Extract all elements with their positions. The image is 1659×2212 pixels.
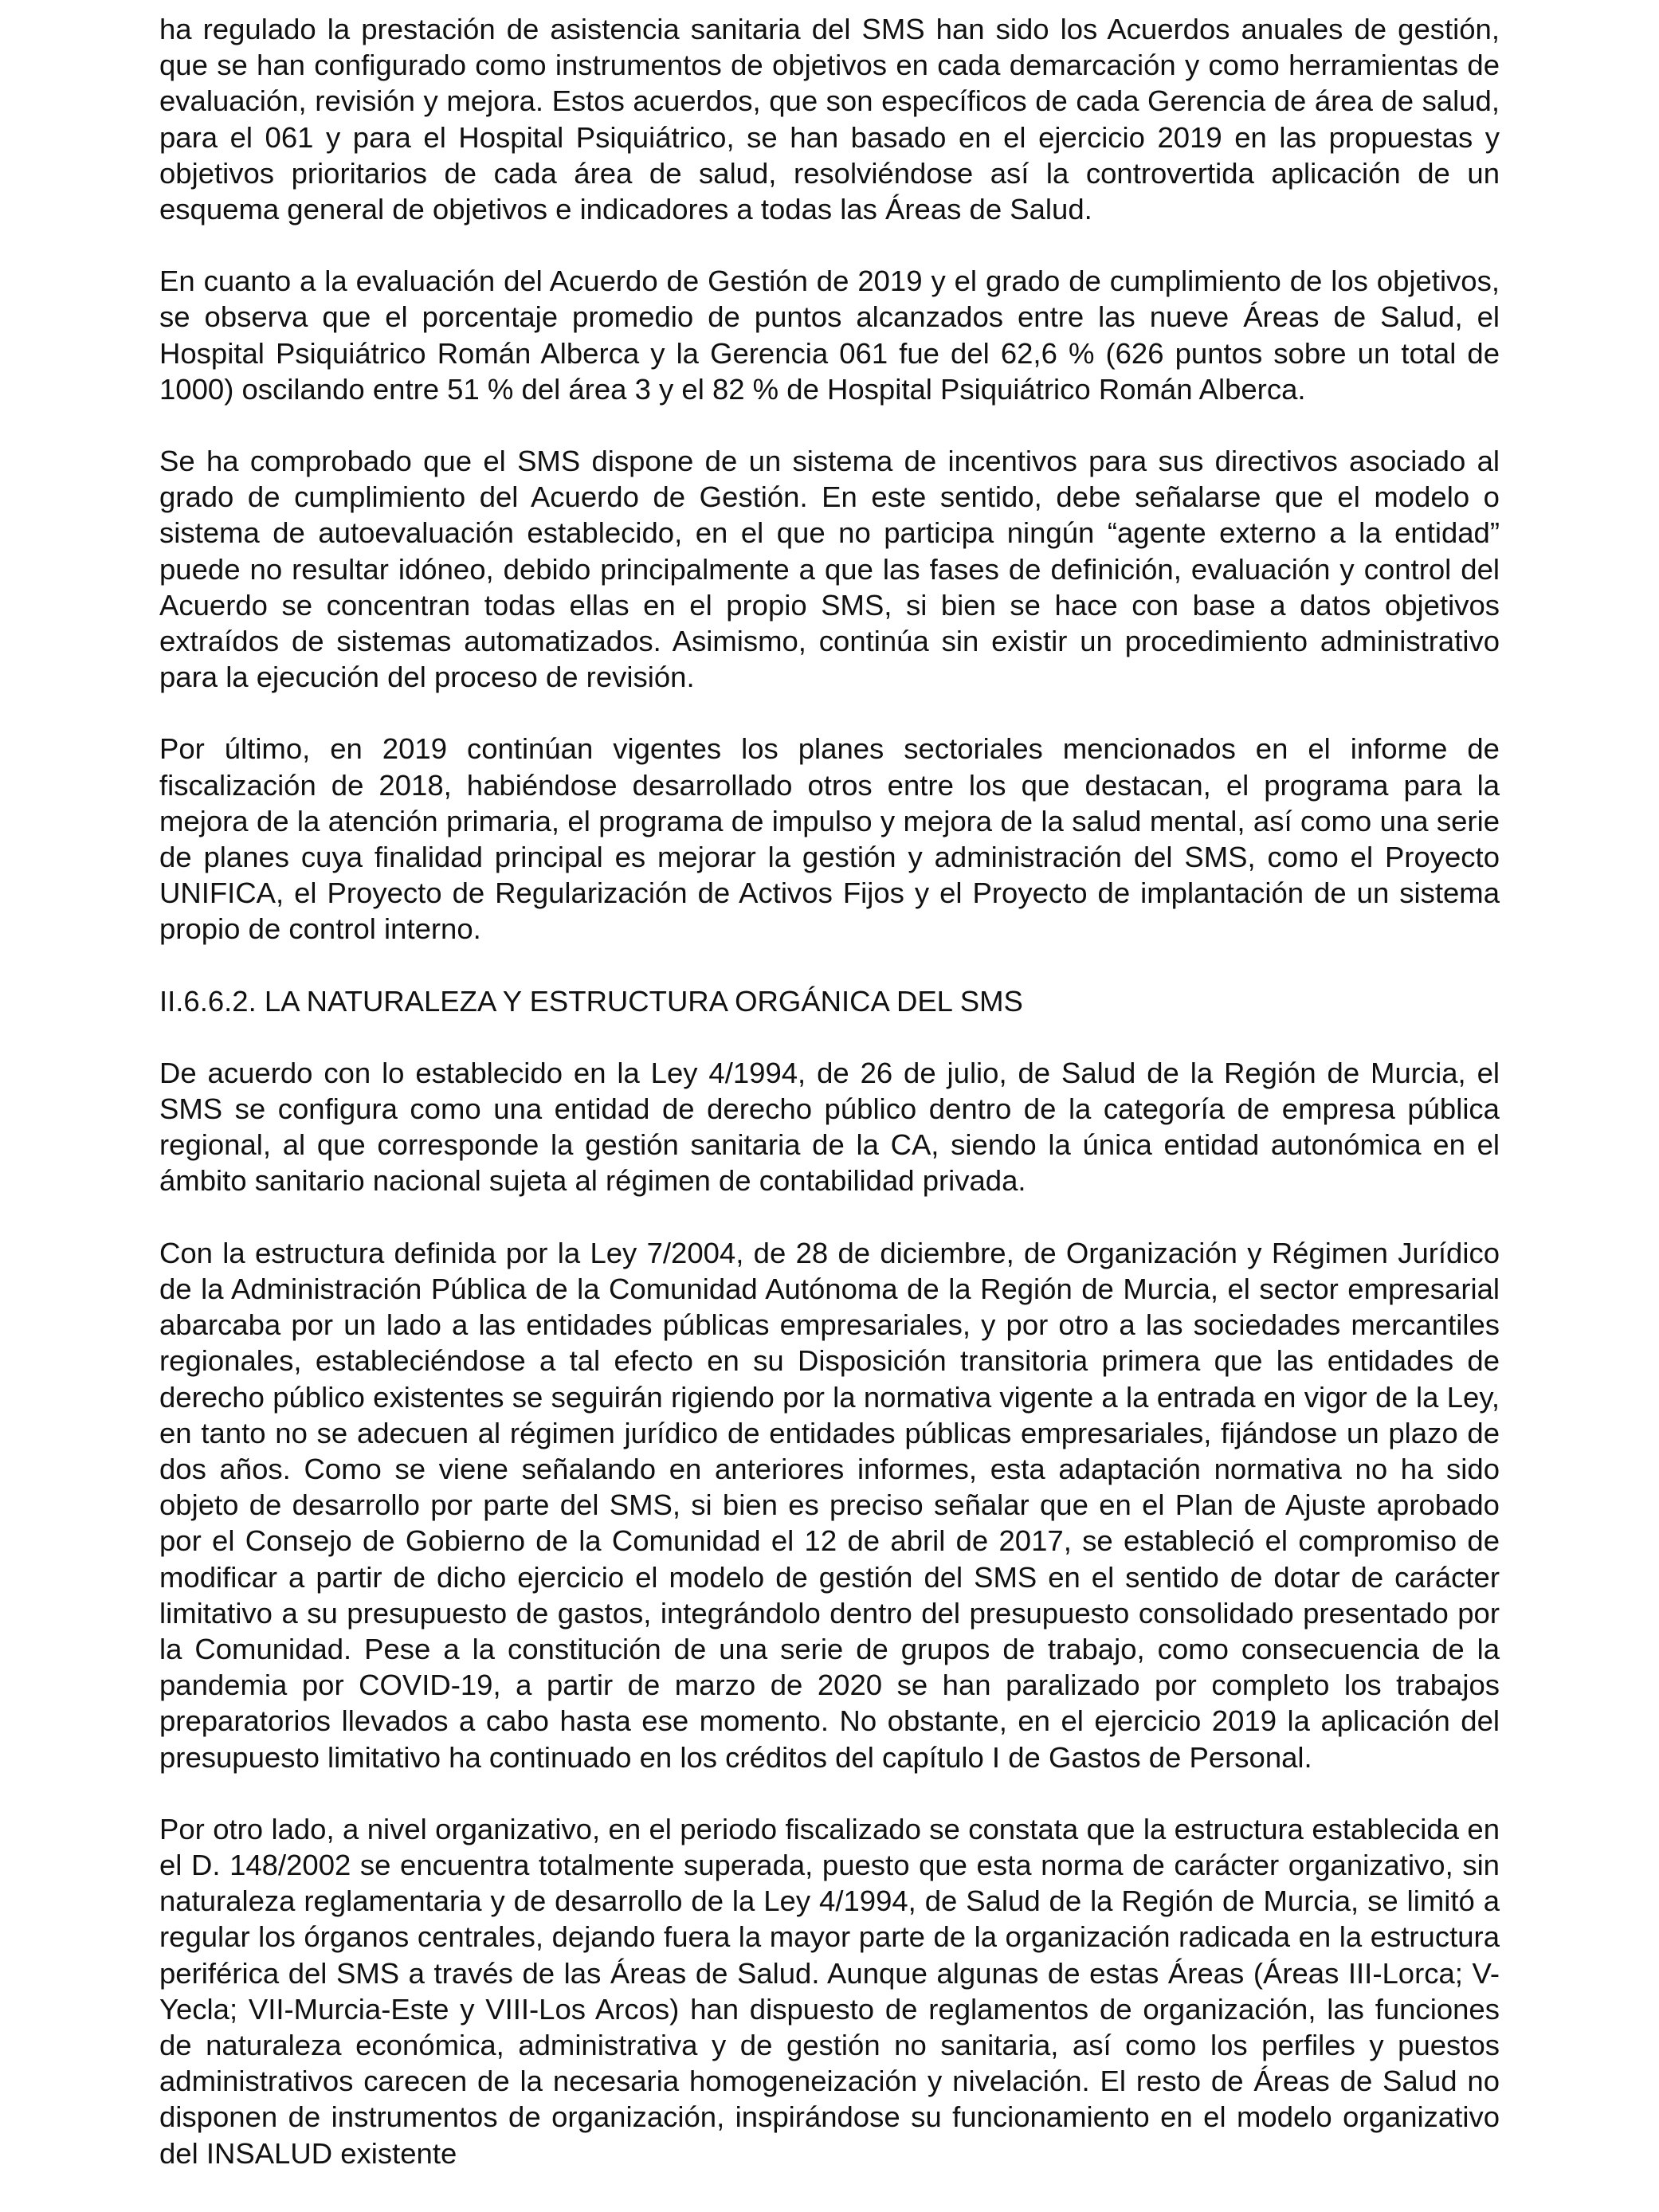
paragraph-ley-salud: De acuerdo con lo establecido en la Ley 4/1994, de 26 de julio, de Salud de la Región de Murcia, el SMS se configura como una entidad de derecho público dentro de la categoría de empresa pública regional, al que corresponde la gestión sanitaria de la CA, siendo la única entidad autonómica en el ámbito sanitario nacional sujeta al régimen de contabilidad privada.	[159, 1056, 1500, 1198]
paragraph-sistema-incentivos: Se ha comprobado que el SMS dispone de un sistema de incentivos para sus directivos asociado al grado de cumplimiento del Acuerdo de Gestión. En este sentido, debe señalarse que el modelo o sistema de autoevaluación establecido, en el que no participa ningún “agente externo a la entidad” puede no resultar idóneo, debido principalmente a que las fases de definición, evaluación y control del Acuerdo se concentran todas ellas en el propio SMS, si bien se hace con base a datos objetivos extraídos de sistemas automatizados. Asimismo, continúa sin existir un procedimiento administrativo para la ejecución del proceso de revisión.	[159, 445, 1500, 694]
paragraph-acuerdos-gestion: ha regulado la prestación de asistencia sanitaria del SMS han sido los Acuerdos anuales de gestión, que se han configurado como instrumentos de objetivos en cada demarcación y como herramientas de evaluación, revisión y mejora. Estos acuerdos, que son específicos de cada Gerencia de área de salud, para el 061 y para el Hospital Psiquiátrico, se han basado en el ejercicio 2019 en las propuestas y objetivos prioritarios de cada área de salud, resolviéndose así la controvertida aplicación de un esquema general de objetivos e indicadores a todas las Áreas de Salud.	[159, 13, 1500, 226]
paragraph-planes-sectoriales: Por último, en 2019 continúan vigentes los planes sectoriales mencionados en el informe de fiscalización de 2018, habiéndose desarrollado otros entre los que destacan, el programa para la mejora de la atención primaria, el programa de impulso y mejora de la salud mental, así como una serie de planes cuya finalidad principal es mejorar la gestión y administración del SMS, como el Proyecto UNIFICA, el Proyecto de Regularización de Activos Fijos y el Proyecto de implantación de un sistema propio de control interno.	[159, 732, 1500, 946]
paragraph-estructura-ley: Con la estructura definida por la Ley 7/2004, de 28 de diciembre, de Organización y Régimen Jurídico de la Administración Pública de la Comunidad Autónoma de la Región de Murcia, el sector empresarial abarcaba por un lado a las entidades públicas empresariales, y por otro a las sociedades mercantiles regionales, estableciéndose a tal efecto en su Disposición transitoria primera que las entidades de derecho público existentes se seguirán rigiendo por la normativa vigente a la entrada en vigor de la Ley, en tanto no se adecuen al régimen jurídico de entidades públicas empresariales, fijándose un plazo de dos años. Como se viene señalando en anteriores informes, esta adaptación normativa no ha sido objeto de desarrollo por parte del SMS, si bien es preciso señalar que en el Plan de Ajuste aprobado por el Consejo de Gobierno de la Comunidad el 12 de abril de 2017, se estableció el compromiso de modificar a partir de dicho ejercicio el modelo de gestión del SMS en el sentido de dotar de carácter limitativo a su presupuesto de gastos, integrándolo dentro del presupuesto consolidado presentado por la Comunidad. Pese a la constitución de una serie de grupos de trabajo, como consecuencia de la pandemia por COVID-19, a partir de marzo de 2020 se han paralizado por completo los trabajos preparatorios llevados a cabo hasta ese momento. No obstante, en el ejercicio 2019 la aplicación del presupuesto limitativo ha continuado en los créditos del capítulo I de Gastos de Personal.	[159, 1236, 1500, 1774]
document-page	[159, 11, 1500, 2207]
paragraph-nivel-organizativo: Por otro lado, a nivel organizativo, en el periodo fiscalizado se constata que la estructura establecida en el D. 148/2002 se encuentra totalmente superada, puesto que esta norma de carácter organizativo, sin naturaleza reglamentaria y de desarrollo de la Ley 4/1994, de Salud de la Región de Murcia, se limitó a regular los órganos centrales, dejando fuera la mayor parte de la organización radicada en la estructura periférica del SMS a través de las Áreas de Salud. Aunque algunas de estas Áreas (Áreas III-Lorca; V-Yecla; VII-Murcia-Este y VIII-Los Arcos) han dispuesto de reglamentos de organización, las funciones de naturaleza económica, administrativa y de gestión no sanitaria, así como los perfiles y puestos administrativos carecen de la necesaria homogeneización y nivelación. El resto de Áreas de Salud no disponen de instrumentos de organización, inspirándose su funcionamiento en el modelo organizativo del INSALUD existente	[159, 1812, 1500, 2170]
section-heading: II.6.6.2. LA NATURALEZA Y ESTRUCTURA ORGÁNICA DEL SMS	[159, 984, 1023, 1018]
paragraph-evaluacion-acuerdo: En cuanto a la evaluación del Acuerdo de Gestión de 2019 y el grado de cumplimiento de los objetivos, se observa que el porcentaje promedio de puntos alcanzados entre las nueve Áreas de Salud, el Hospital Psiquiátrico Román Alberca y la Gerencia 061 fue del 62,6 % (626 puntos sobre un total de 1000) oscilando entre 51 % del área 3 y el 82 % de Hospital Psiquiátrico Román Alberca.	[159, 265, 1500, 406]
